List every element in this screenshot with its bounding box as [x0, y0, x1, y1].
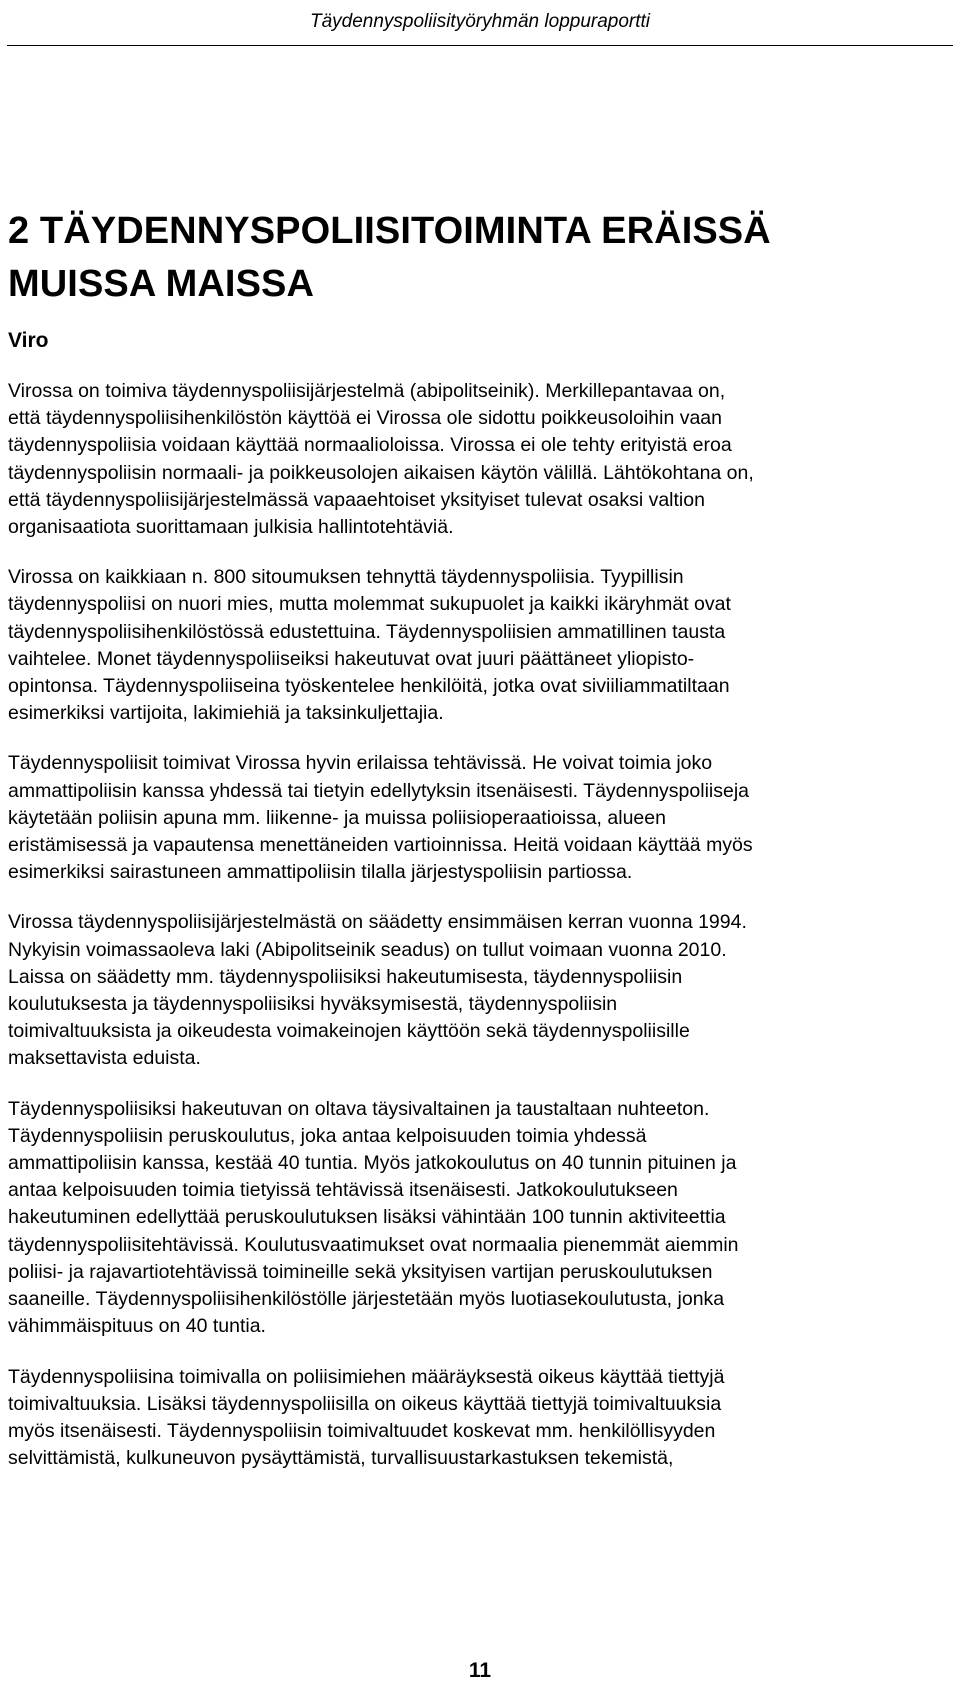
paragraph-line: Täydennyspoliisin peruskoulutus, joka antaa kelpoisuuden toimia yhdessä [8, 1124, 647, 1147]
chapter-title [8, 205, 953, 311]
paragraph-line: poliisi- ja rajavartiotehtävissä toimineille sekä yksityisen vartijan peruskoulutuksen [8, 1260, 713, 1283]
paragraph-line: vähimmäispituus on 40 tuntia. [8, 1315, 266, 1338]
paragraph-line: Virossa täydennyspoliisijärjestelmästä on säädetty ensimmäisen kerran vuonna 1994. [8, 911, 747, 934]
paragraph-4 [8, 909, 953, 1072]
paragraph-line: esimerkiksi vartijoita, lakimiehiä ja taksinkuljettajia. [8, 702, 444, 725]
paragraph-line: täydennyspoliisia voidaan käyttää normaalioloissa. Virossa ei ole tehty erityistä eroa [8, 434, 732, 457]
paragraph-line: täydennyspoliisin normaali- ja poikkeusolojen aikaisen käytön välillä. Lähtökohtana on, [8, 461, 754, 484]
header-divider [7, 45, 953, 46]
page-number: 11 [468, 1659, 492, 1682]
paragraph-line: Nykyisin voimassaoleva laki (Abipolitseinik seadus) on tullut voimaan vuonna 2010. [8, 938, 727, 961]
paragraph-line: toimivaltuuksia. Lisäksi täydennyspoliisilla on oikeus käyttää tiettyjä toimivaltuuksia [8, 1392, 722, 1415]
paragraph-line: myös itsenäisesti. Täydennyspoliisin toimivaltuudet koskevat mm. henkilöllisyyden [8, 1419, 716, 1442]
paragraph-line: Täydennyspoliisit toimivat Virossa hyvin erilaissa tehtävissä. He voivat toimia joko [8, 752, 713, 775]
paragraph-line: Täydennyspoliisina toimivalla on poliisimiehen määräyksestä oikeus käyttää tiettyjä [8, 1365, 725, 1388]
paragraph-line: että täydennyspoliisihenkilöstön käyttöä ei Virossa ole sidottu poikkeusoloihin vaan [8, 407, 722, 430]
paragraph-line: vaihtelee. Monet täydennyspoliiseiksi hakeutuvat ovat juuri päättäneet yliopisto- [8, 647, 695, 670]
paragraph-6 [8, 1364, 953, 1473]
paragraph-line: käytetään poliisin apuna mm. liikenne- ja muissa poliisioperaatioissa, alueen [8, 806, 666, 829]
paragraph-line: opintonsa. Täydennyspoliiseina työskentelee henkilöitä, jotka ovat siviiliammatiltaan [8, 675, 730, 698]
paragraph-line: saaneille. Täydennyspoliisihenkilöstölle järjestetään myös luotiasekoulutusta, jonka [8, 1288, 725, 1311]
paragraph-line: organisaatiota suorittamaan julkisia hallintotehtäviä. [8, 516, 454, 539]
chapter-title-line-1: 2 TÄYDENNYSPOLIISITOIMINTA ERÄISSÄ [8, 210, 771, 252]
paragraph-line: toimivaltuuksista ja oikeudesta voimakeinojen käyttöön sekä täydennyspoliisille [8, 1020, 690, 1043]
paragraph-line: maksettavista eduista. [8, 1047, 201, 1070]
paragraph-line: täydennyspoliisitehtävissä. Koulutusvaatimukset ovat normaalia pienemmät aiemmin [8, 1233, 739, 1256]
paragraph-line: Laissa on säädetty mm. täydennyspoliisiksi hakeutumisesta, täydennyspoliisin [8, 965, 683, 988]
chapter-title-line-2: MUISSA MAISSA [8, 263, 315, 305]
paragraph-line: että täydennyspoliisijärjestelmässä vapaaehtoiset yksityiset tulevat osaksi valtion [8, 488, 705, 511]
paragraph-2 [8, 564, 953, 727]
page-content [8, 205, 953, 1472]
paragraph-line: esimerkiksi sairastuneen ammattipoliisin tilalla järjestyspoliisin partiossa. [8, 861, 633, 884]
paragraph-3 [8, 750, 953, 886]
paragraph-5 [8, 1096, 953, 1341]
paragraph-line: eristämisessä ja vapautensa menettäneiden vartioinnissa. Heitä voidaan käyttää myös [8, 834, 753, 857]
paragraph-line: ammattipoliisin kanssa, kestää 40 tuntia. Myös jatkokoulutus on 40 tunnin pituinen ja [8, 1152, 737, 1175]
paragraph-line: Täydennyspoliisiksi hakeutuvan on oltava täysivaltainen ja taustaltaan nuhteeton. [8, 1097, 710, 1120]
paragraph-line: antaa kelpoisuuden toimia tietyissä tehtävissä itsenäisesti. Jatkokoulutukseen [8, 1179, 678, 1202]
paragraph-line: täydennyspoliisihenkilöstössä edustettuina. Täydennyspoliisien ammatillinen tausta [8, 620, 726, 643]
paragraph-line: hakeutuminen edellyttää peruskoulutuksen lisäksi vähintään 100 tunnin aktiviteettia [8, 1206, 726, 1229]
paragraph-1 [8, 378, 953, 541]
paragraph-line: Virossa on toimiva täydennyspoliisijärjestelmä (abipolitseinik). Merkillepantavaa on, [8, 380, 726, 402]
paragraph-line: koulutuksesta ja täydennyspoliisiksi hyväksymisestä, täydennyspoliisin [8, 993, 618, 1016]
paragraph-line: ammattipoliisin kanssa yhdessä tai tietyin edellytyksin itsenäisesti. Täydennyspoliiseja [8, 779, 749, 802]
running-header: Täydennyspoliisityöryhmän loppuraportti [309, 11, 651, 32]
paragraph-line: Virossa on kaikkiaan n. 800 sitoumuksen tehnyttä täydennyspoliisia. Tyypillisin [8, 566, 684, 589]
section-heading: Viro [8, 329, 49, 352]
paragraph-line: selvittämistä, kulkuneuvon pysäyttämistä, turvallisuustarkastuksen tekemistä, [8, 1447, 674, 1470]
paragraph-line: täydennyspoliisi on nuori mies, mutta molemmat sukupuolet ja kaikki ikäryhmät ovat [8, 593, 731, 616]
body-text [8, 378, 953, 1472]
